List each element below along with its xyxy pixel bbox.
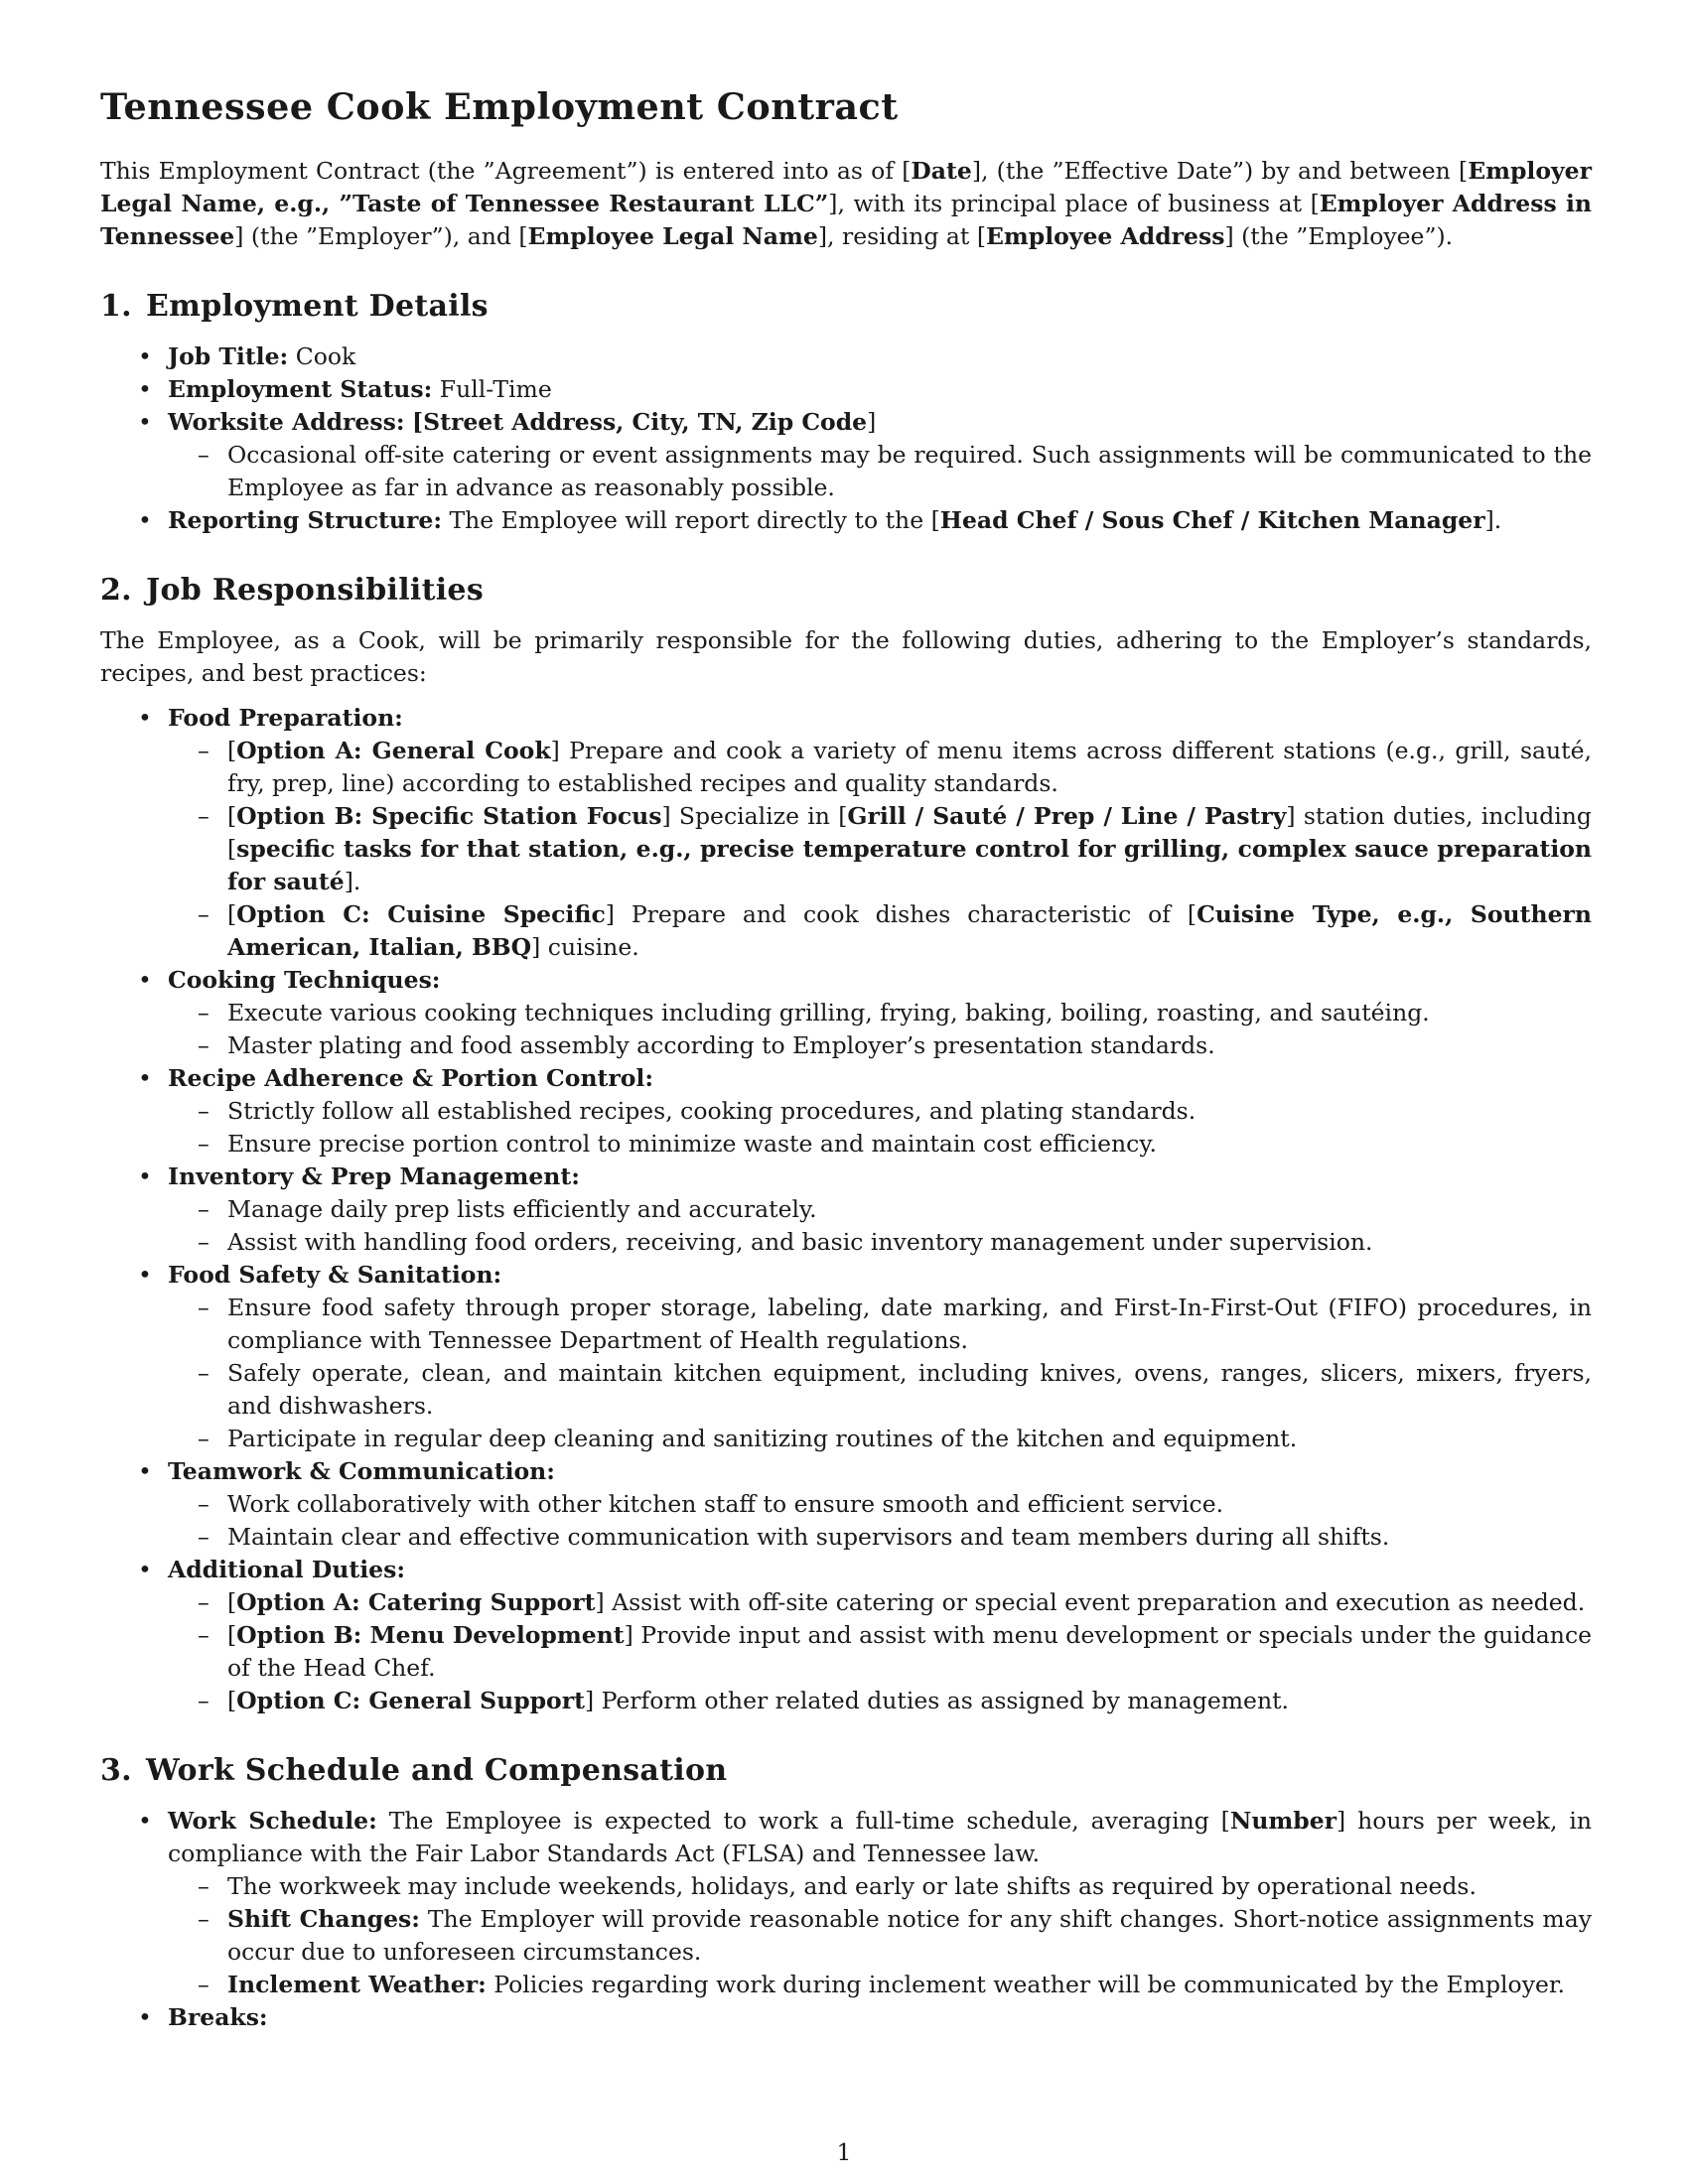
list-item: • Reporting Structure: The Employee will report directly to the [Head Chef / Sous Chef / Kitchen Manager]. xyxy=(100,504,1592,537)
section-title: Employment Details xyxy=(146,288,489,324)
section-employment-details xyxy=(100,289,1592,537)
item-label: Shift Changes: xyxy=(227,1904,420,1933)
sub-item: – The workweek may include weekends, holidays, and early or late shifts as required by operational needs. xyxy=(168,1870,1592,1903)
section-number: 2. xyxy=(100,572,132,608)
item-label: Work Schedule: xyxy=(168,1806,377,1835)
option-label: Option B: Specific Station Focus xyxy=(236,801,662,830)
item-text: hours per week, in compliance with the Fair Labor Standards Act (FLSA) and Tennessee law. xyxy=(168,1806,1592,1867)
item-text: The Employee will report directly to the xyxy=(449,505,931,534)
placeholder-date: Date xyxy=(911,156,972,185)
page-number: 1 xyxy=(836,2138,852,2166)
placeholder-stations: Grill / Sauté / Prep / Line / Pastry xyxy=(847,801,1287,830)
item-value: Cook xyxy=(295,341,356,370)
item-text: Assist with off-site catering or special event preparation and execution as needed. xyxy=(604,1587,1586,1616)
sub-item: – Strictly follow all established recipes, cooking procedures, and plating standards. xyxy=(168,1095,1592,1128)
section-heading xyxy=(100,1753,1592,1789)
item-text: Specialize in xyxy=(670,801,839,830)
sub-item: – Ensure food safety through proper storage, labeling, date marking, and First-In-First-Out (FIFO) procedures, in compliance with Tennessee Department of Health regulations. xyxy=(168,1292,1592,1357)
item-label: Inclement Weather: xyxy=(227,1970,487,1998)
details-list xyxy=(100,341,1592,537)
sub-item: – Execute various cooking techniques including grilling, frying, baking, boiling, roasting, and sautéing. xyxy=(168,997,1592,1029)
intro-text: , with its principal place of business at xyxy=(837,189,1311,217)
item-label: Cooking Techniques: xyxy=(168,965,441,994)
item-label: Breaks: xyxy=(168,2002,268,2031)
placeholder-worksite: Street Address, City, TN, Zip Code xyxy=(423,407,868,436)
list-item xyxy=(100,1062,1592,1160)
schedule-list xyxy=(100,1805,1592,2034)
list-item xyxy=(100,702,1592,964)
list-item xyxy=(100,1160,1592,1259)
intro-paragraph: This Employment Contract (the ”Agreement”) is entered into as of [Date], (the ”Effective Date”) by and between [Employer Legal Name, e.g., ”Taste of Tennessee Restaurant LLC”], with its principal place of business at [Employer Address in Tennessee] (the ”Employer”), and [Employee Legal Name], residing at [Employee Address] (the ”Employee”). xyxy=(100,156,1593,250)
sub-item: – [Option C: Cuisine Specific] Prepare and cook dishes characteristic of [Cuisine Type, e.g., Southern American, Italian, BBQ] cuisine. xyxy=(168,898,1592,964)
item-text: The Employer will provide reasonable notice for any shift changes. Short-notice assignments may occur due to unforeseen circumstances. xyxy=(227,1904,1592,1966)
item-label: Food Safety & Sanitation: xyxy=(168,1260,502,1289)
sub-item: – [Option C: General Support] Perform other related duties as assigned by management. xyxy=(168,1685,1592,1717)
intro-text: (the ”Employer”), and xyxy=(243,221,519,250)
section-title: Work Schedule and Compensation xyxy=(146,1752,728,1788)
document-page xyxy=(100,85,1592,2070)
item-label: Recipe Adherence & Portion Control: xyxy=(168,1063,654,1092)
item-label: Employment Status: xyxy=(168,374,433,403)
sub-list xyxy=(168,997,1592,1062)
item-text: . xyxy=(1493,505,1502,534)
list-item: • Work Schedule: The Employee is expected to work a full-time schedule, averaging [Number] hours per week, in compliance with the Fair Labor Standards Act (FLSA) and Tennessee law. – The workweek may include weekends, holidays, and early or late shifts as required by operational needs. – Shift Changes: The Employer will provide reasonable notice for any shift changes. Short-notice assignments may occur due to unforeseen circumstances. – Inclement Weather: Policies regarding work during inclement weather will be communicated by the Employer. xyxy=(100,1805,1592,2001)
option-label: Option B: Menu Development xyxy=(236,1620,625,1649)
item-label: Inventory & Prep Management: xyxy=(168,1161,580,1190)
section-intro: The Employee, as a Cook, will be primarily responsible for the following duties, adhering to the Employer’s standards, recipes, and best practices: xyxy=(100,625,1592,687)
sub-item: – Occasional off-site catering or event assignments may be required. Such assignments will be communicated to the Employee as far in advance as reasonably possible. xyxy=(168,439,1592,504)
section-schedule-compensation xyxy=(100,1753,1592,2034)
list-item xyxy=(100,2001,1592,2034)
item-text: The Employee is expected to work a full-time schedule, averaging xyxy=(376,1806,1221,1835)
item-text: . xyxy=(352,867,361,895)
sub-item: – Maintain clear and effective communication with supervisors and team members during all shifts. xyxy=(168,1521,1592,1554)
section-number: 3. xyxy=(100,1752,132,1788)
sub-item: – [Option B: Specific Station Focus] Specialize in [Grill / Sauté / Prep / Line / Pastry] station duties, including [specific tasks for that station, e.g., precise temperature control for grilling, complex sauce preparation for sauté]. xyxy=(168,800,1592,898)
list-item xyxy=(100,373,1592,406)
item-label: Food Preparation: xyxy=(168,703,403,732)
responsibilities-list xyxy=(100,702,1592,1717)
list-item xyxy=(100,1259,1592,1455)
item-text: Perform other related duties as assigned by management. xyxy=(594,1686,1289,1714)
placeholder-cuisine: Cuisine Type, e.g., Southern American, Italian, BBQ xyxy=(227,899,1592,961)
item-text: station duties, including xyxy=(1295,801,1592,830)
sub-item: – [Option B: Menu Development] Provide input and assist with menu development or specials under the guidance of the Head Chef. xyxy=(168,1619,1592,1685)
section-title: Job Responsibilities xyxy=(146,572,485,608)
item-label: Job Title: xyxy=(168,341,289,370)
sub-item: – Manage daily prep lists efficiently and accurately. xyxy=(168,1193,1592,1226)
option-label: Option C: Cuisine Specific xyxy=(236,899,606,928)
option-label: Option A: General Cook xyxy=(236,736,551,764)
sub-list xyxy=(168,1095,1592,1160)
item-label: Teamwork & Communication: xyxy=(168,1456,555,1485)
list-item xyxy=(100,1455,1592,1554)
sub-list xyxy=(168,1193,1592,1259)
placeholder-employer-address: Employer Address in Tennessee xyxy=(100,189,1592,250)
item-value: Full-Time xyxy=(439,374,552,403)
sub-item xyxy=(168,1969,1592,2001)
item-label: Reporting Structure: xyxy=(168,505,442,534)
section-heading xyxy=(100,289,1592,325)
item-text: cuisine. xyxy=(540,932,639,961)
section-job-responsibilities xyxy=(100,573,1592,1717)
sub-list xyxy=(168,1870,1592,2001)
item-text: Prepare and cook dishes characteristic of xyxy=(614,899,1188,928)
intro-text: This Employment Contract (the ”Agreement”) is entered into as of xyxy=(100,156,903,185)
section-number: 1. xyxy=(100,288,132,324)
sub-item: – Participate in regular deep cleaning and sanitizing routines of the kitchen and equipment. xyxy=(168,1423,1592,1455)
placeholder-employer-name: Employer Legal Name, e.g., ”Taste of Tennessee Restaurant LLC” xyxy=(100,156,1593,217)
sub-item: – Assist with handling food orders, receiving, and basic inventory management under supervision. xyxy=(168,1226,1592,1259)
intro-text: , residing at xyxy=(827,221,977,250)
placeholder-tasks: specific tasks for that station, e.g., precise temperature control for grilling, complex sauce preparation for sauté xyxy=(227,834,1592,895)
sub-list xyxy=(168,735,1592,964)
item-text: Prepare and cook a variety of menu items across different stations (e.g., grill, sauté, fry, prep, line) according to established recipes and quality standards. xyxy=(227,736,1592,797)
list-item xyxy=(100,341,1592,373)
sub-list xyxy=(168,1292,1592,1455)
item-text: Policies regarding work during inclement weather will be communicated by the Employer. xyxy=(486,1970,1565,1998)
sub-item: – Ensure precise portion control to minimize waste and maintain cost efficiency. xyxy=(168,1128,1592,1160)
sub-list xyxy=(168,1488,1592,1554)
placeholder-hours: Number xyxy=(1229,1806,1337,1835)
list-item xyxy=(100,964,1592,1062)
list-item xyxy=(100,1554,1592,1717)
intro-text: , (the ”Effective Date”) by and between xyxy=(981,156,1460,185)
item-text: Provide input and assist with menu development or specials under the guidance of the Head Chef. xyxy=(227,1620,1593,1682)
sub-list xyxy=(168,1586,1592,1717)
option-label: Option C: General Support xyxy=(236,1686,585,1714)
item-label: Additional Duties: xyxy=(168,1555,406,1583)
item-label: Worksite Address: xyxy=(168,407,405,436)
sub-item: – Safely operate, clean, and maintain kitchen equipment, including knives, ovens, ranges, slicers, mixers, fryers, and dishwashers. xyxy=(168,1357,1592,1423)
option-label: Option A: Catering Support xyxy=(236,1587,596,1616)
sub-item: – Master plating and food assembly according to Employer’s presentation standards. xyxy=(168,1029,1592,1062)
sub-item: – [Option A: General Cook] Prepare and cook a variety of menu items across different stations (e.g., grill, sauté, fry, prep, line) according to established recipes and quality standards. xyxy=(168,735,1592,800)
list-item: • Worksite Address: [Street Address, City, TN, Zip Code] – Occasional off-site catering or event assignments may be required. Such assignments will be communicated to the Employee as far in advance as reasonably possible. xyxy=(100,406,1592,504)
placeholder-employee-address: Employee Address xyxy=(986,221,1225,250)
sub-item: – [Option A: Catering Support] Assist with off-site catering or special event preparation and execution as needed. xyxy=(168,1586,1592,1619)
placeholder-supervisor: Head Chef / Sous Chef / Kitchen Manager xyxy=(939,505,1485,534)
placeholder-employee-name: Employee Legal Name xyxy=(527,221,818,250)
document-title: Tennessee Cook Employment Contract xyxy=(100,85,899,128)
sub-item: – Work collaboratively with other kitchen staff to ensure smooth and efficient service. xyxy=(168,1488,1592,1521)
section-heading xyxy=(100,573,1592,609)
intro-text: (the ”Employee”). xyxy=(1233,221,1454,250)
sub-item xyxy=(168,1903,1592,1969)
sub-list xyxy=(168,439,1592,504)
